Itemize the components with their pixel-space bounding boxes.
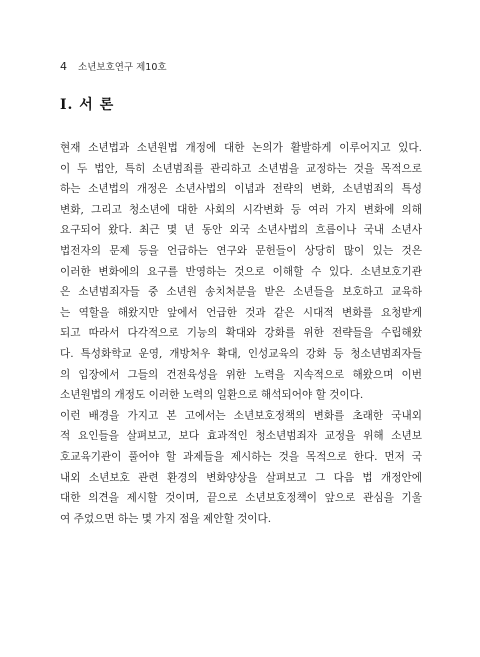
paragraph-1-line-8: 은 소년범죄자들 중 소년원 송치처분을 받은 소년들을 보호하고 교육하 bbox=[60, 286, 422, 299]
paragraph-2-line-3: 호교육기관이 풀어야 할 과제들을 제시하는 것을 목적으로 한다. 먼저 국 bbox=[60, 450, 422, 463]
paragraph-1-line-12: 의 입장에서 그들의 건전육성을 위한 노력을 지속적으로 해왔으며 이번 bbox=[60, 368, 422, 381]
paragraph-1-line-6: 법전자의 문제 등을 언급하는 연구와 문헌들이 상당히 많이 있는 것은 bbox=[60, 244, 422, 257]
journal-title: 소년보호연구 제10호 bbox=[78, 62, 167, 73]
paragraph-2-line-6: 여 주었으면 하는 몇 가지 점을 제안할 것이다. bbox=[60, 512, 272, 525]
paragraph-2-line-5: 대한 의견을 제시할 것이며, 끝으로 소년보호정책이 앞으로 관심을 기울 bbox=[60, 492, 422, 505]
paragraph-2-line-1: 이런 배경을 가지고 본 고에서는 소년보호정책의 변화를 초래한 국내외 bbox=[60, 409, 422, 422]
body-text bbox=[60, 138, 422, 529]
paragraph-1-line-1: 현재 소년법과 소년원법 개정에 대한 논의가 활발하게 이루어지고 있다. bbox=[60, 142, 422, 154]
paragraph-1-line-3: 하는 소년법의 개정은 소년사법의 이념과 전략의 변화, 소년범죄의 특성 bbox=[60, 183, 422, 196]
section-heading: I. 서 론 bbox=[60, 97, 115, 113]
running-header bbox=[60, 60, 167, 75]
paragraph-2-line-2: 적 요인들을 살펴보고, 보다 효과적인 청소년범죄자 교정을 위해 소년보 bbox=[60, 430, 422, 443]
page-number: 4 bbox=[60, 60, 67, 73]
paragraph-1-line-5: 요구되어 왔다. 최근 몇 년 동안 외국 소년사법의 흐름이나 국내 소년사 bbox=[60, 224, 422, 237]
paragraph-1-line-4: 변화, 그리고 청소년에 대한 사회의 시각변화 등 여러 가지 변화에 의해 bbox=[60, 203, 422, 216]
paragraph-2-line-4: 내외 소년보호 관련 환경의 변화양상을 살펴보고 그 다음 법 개정안에 bbox=[60, 471, 422, 484]
paragraph-1-line-7: 이러한 변화에의 요구를 반영하는 것으로 이해할 수 있다. 소년보호기관 bbox=[60, 265, 422, 278]
paragraph-1-line-10: 되고 따라서 다각적으로 기능의 확대와 강화를 위한 전략들을 수립해왔 bbox=[60, 327, 422, 340]
paragraph-1-line-13: 소년원법의 개정도 이러한 노력의 일환으로 해석되어야 할 것이다. bbox=[60, 389, 364, 402]
paragraph-1-line-9: 는 역할을 해왔지만 앞에서 언급한 것과 같은 시대적 변화를 요청받게 bbox=[60, 306, 422, 319]
paragraph-1-line-2: 이 두 법안, 특히 소년범죄를 관리하고 소년범을 교정하는 것을 목적으로 bbox=[60, 162, 422, 175]
paragraph-1-line-11: 다. 특성화학교 운영, 개방처우 확대, 인성교육의 강화 등 청소년범죄자들 bbox=[60, 347, 422, 360]
